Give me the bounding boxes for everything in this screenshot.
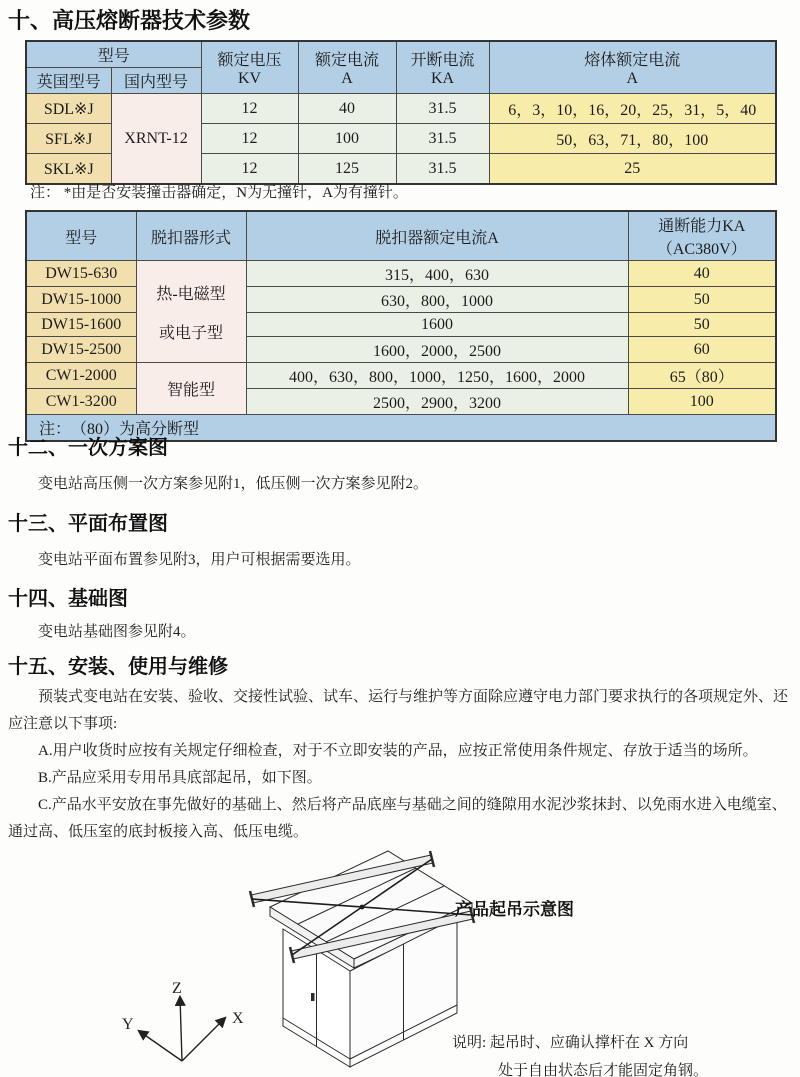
header-fuse-current-label: 熔体额定电流 (584, 52, 681, 69)
axis-z-label: Z (172, 980, 182, 997)
header-rated-current-label: 额定电流 (315, 52, 380, 69)
figure-note-label: 说明: (452, 1035, 487, 1051)
cell-trip-current: 2500，2900，3200 (246, 389, 628, 415)
paragraph-intro: 预装式变电站在安装、验收、交接性试验、试车、运行与维护等方面除应遵守电力部门要求执行的各项规定外、还应注意以下事项: (8, 689, 789, 732)
cell-capacity: 40 (628, 261, 776, 287)
paragraph-item-c: C.产品水平安放在事先做好的基础上、然后将产品底座与基础之间的缝隙用水泥沙浆抹封、以免雨水进入电缆室、通过高、低压室的底封板接入高、低压电缆。 (8, 797, 787, 840)
table-row (26, 94, 776, 124)
section-14-body (8, 619, 792, 646)
paragraph-item-b: B.产品应采用专用吊具底部起吊，如下图。 (38, 770, 322, 786)
cell-trip-form-smart: 智能型 (136, 363, 246, 415)
fuse-parameters-table (25, 40, 777, 185)
header-fuse-current (489, 41, 776, 94)
paragraph-item-a: A.用户收货时应按有关规定仔细检查，对于不立即安装的产品，应按正常使用条件规定、存放于适当的场所。 (38, 743, 758, 759)
cell-capacity: 65（80） (628, 363, 776, 389)
cell-trip-current: 315，400，630 (246, 261, 628, 287)
cell-voltage: 12 (201, 94, 298, 124)
cell-trip-form-thermal (136, 261, 246, 363)
cell-model: CW1-3200 (26, 389, 136, 415)
header-rated-voltage-unit: KV (237, 70, 262, 87)
header-rated-voltage (201, 41, 298, 94)
cell-uk-model: SKL※J (26, 154, 111, 185)
cell-trip-current: 400，630，800，1000，1250，1600，2000 (246, 363, 628, 389)
lifting-figure (0, 843, 800, 1077)
cell-voltage: 12 (201, 124, 298, 154)
section-13-title: 十三、平面布置图 (8, 513, 168, 535)
cell-trip-current: 1600，2000，2500 (246, 337, 628, 363)
header-rated-voltage-label: 额定电压 (217, 52, 282, 69)
header-model: 型号 (26, 211, 136, 261)
cell-fuse-current: 6，3，10，16，20，25，31，5，40 (489, 94, 776, 124)
cell-model: DW15-2500 (26, 337, 136, 363)
section-12-body (8, 471, 792, 498)
header-breaking-current-label: 开断电流 (410, 52, 475, 69)
header-model-group: 型号 (26, 41, 201, 68)
paragraph: 变电站基础图参见附4。 (38, 624, 196, 640)
cell-breaking: 31.5 (396, 154, 489, 185)
cell-capacity: 50 (628, 313, 776, 337)
cell-domestic-model: XRNT-12 (111, 94, 201, 185)
cell-fuse-current: 50，63，71，80，100 (489, 124, 776, 154)
header-trip-current: 脱扣器额定电流A (246, 211, 628, 261)
cell-model: DW15-1600 (26, 313, 136, 337)
cell-model: DW15-1000 (26, 287, 136, 313)
trip-form-line2: 或电子型 (158, 324, 223, 342)
header-breaking-current (396, 41, 489, 94)
cell-uk-model: SDL※J (26, 94, 111, 124)
header-breaking-current-unit: KA (430, 70, 455, 87)
figure-note-line2: 处于自由状态后才能固定角钢。 (498, 1063, 709, 1077)
paragraph: 变电站平面布置参见附3，用户可根据需要选用。 (38, 552, 361, 568)
cell-uk-model: SFL※J (26, 124, 111, 154)
header-trip-form: 脱扣器形式 (136, 211, 246, 261)
section-10-title: 十、高压熔断器技术参数 (8, 8, 251, 33)
section-14-title: 十四、基础图 (8, 588, 128, 610)
cell-capacity: 60 (628, 337, 776, 363)
section-13-body (8, 547, 792, 574)
table-row (26, 363, 776, 389)
cabinet-body (270, 851, 472, 1067)
cell-breaking: 31.5 (396, 124, 489, 154)
figure-caption: 产品起吊示意图 (455, 900, 574, 919)
section-15-title: 十五、安装、使用与维修 (8, 656, 228, 678)
cell-trip-current: 1600 (246, 313, 628, 337)
cell-current: 125 (298, 154, 396, 185)
header-fuse-current-unit: A (626, 70, 639, 87)
breaker-parameters-table (25, 210, 777, 442)
cell-model: CW1-2000 (26, 363, 136, 389)
cell-capacity: 100 (628, 389, 776, 415)
cell-model: DW15-630 (26, 261, 136, 287)
header-uk-model: 英国型号 (26, 68, 111, 94)
cell-current: 100 (298, 124, 396, 154)
figure-note (452, 1029, 782, 1077)
header-rated-current (298, 41, 396, 94)
cell-trip-current: 630，800，1000 (246, 287, 628, 313)
cell-voltage: 12 (201, 154, 298, 185)
trip-form-line1: 热-电磁型 (156, 285, 226, 303)
axis-y-label: Y (122, 1016, 134, 1033)
table-header-row (26, 41, 776, 68)
header-cn-model: 国内型号 (111, 68, 201, 94)
cell-fuse-current: 25 (489, 154, 776, 185)
section-15-body (8, 684, 792, 846)
table2-note: 注： （80）为高分断型 (26, 415, 776, 442)
paragraph: 变电站高压侧一次方案参见附1，低压侧一次方案参见附2。 (38, 476, 429, 492)
cell-current: 40 (298, 94, 396, 124)
header-capacity: 通断能力KA（AC380V） (628, 211, 776, 261)
axis-x-label: X (232, 1010, 244, 1027)
cell-breaking: 31.5 (396, 94, 489, 124)
axes-arrows (139, 997, 225, 1061)
cable-cross-point (360, 905, 365, 910)
table-row (26, 261, 776, 287)
table1-note: 注： *由是否安装撞击器确定，N为无撞针，A为有撞针。 (30, 185, 408, 201)
figure-note-line1: 起吊时、应确认撑杆在 X 方向 (489, 1035, 689, 1051)
table-header-row (26, 211, 776, 261)
section-12-title: 十二、一次方案图 (8, 437, 168, 459)
header-rated-current-unit: A (341, 70, 353, 87)
cell-capacity: 50 (628, 287, 776, 313)
